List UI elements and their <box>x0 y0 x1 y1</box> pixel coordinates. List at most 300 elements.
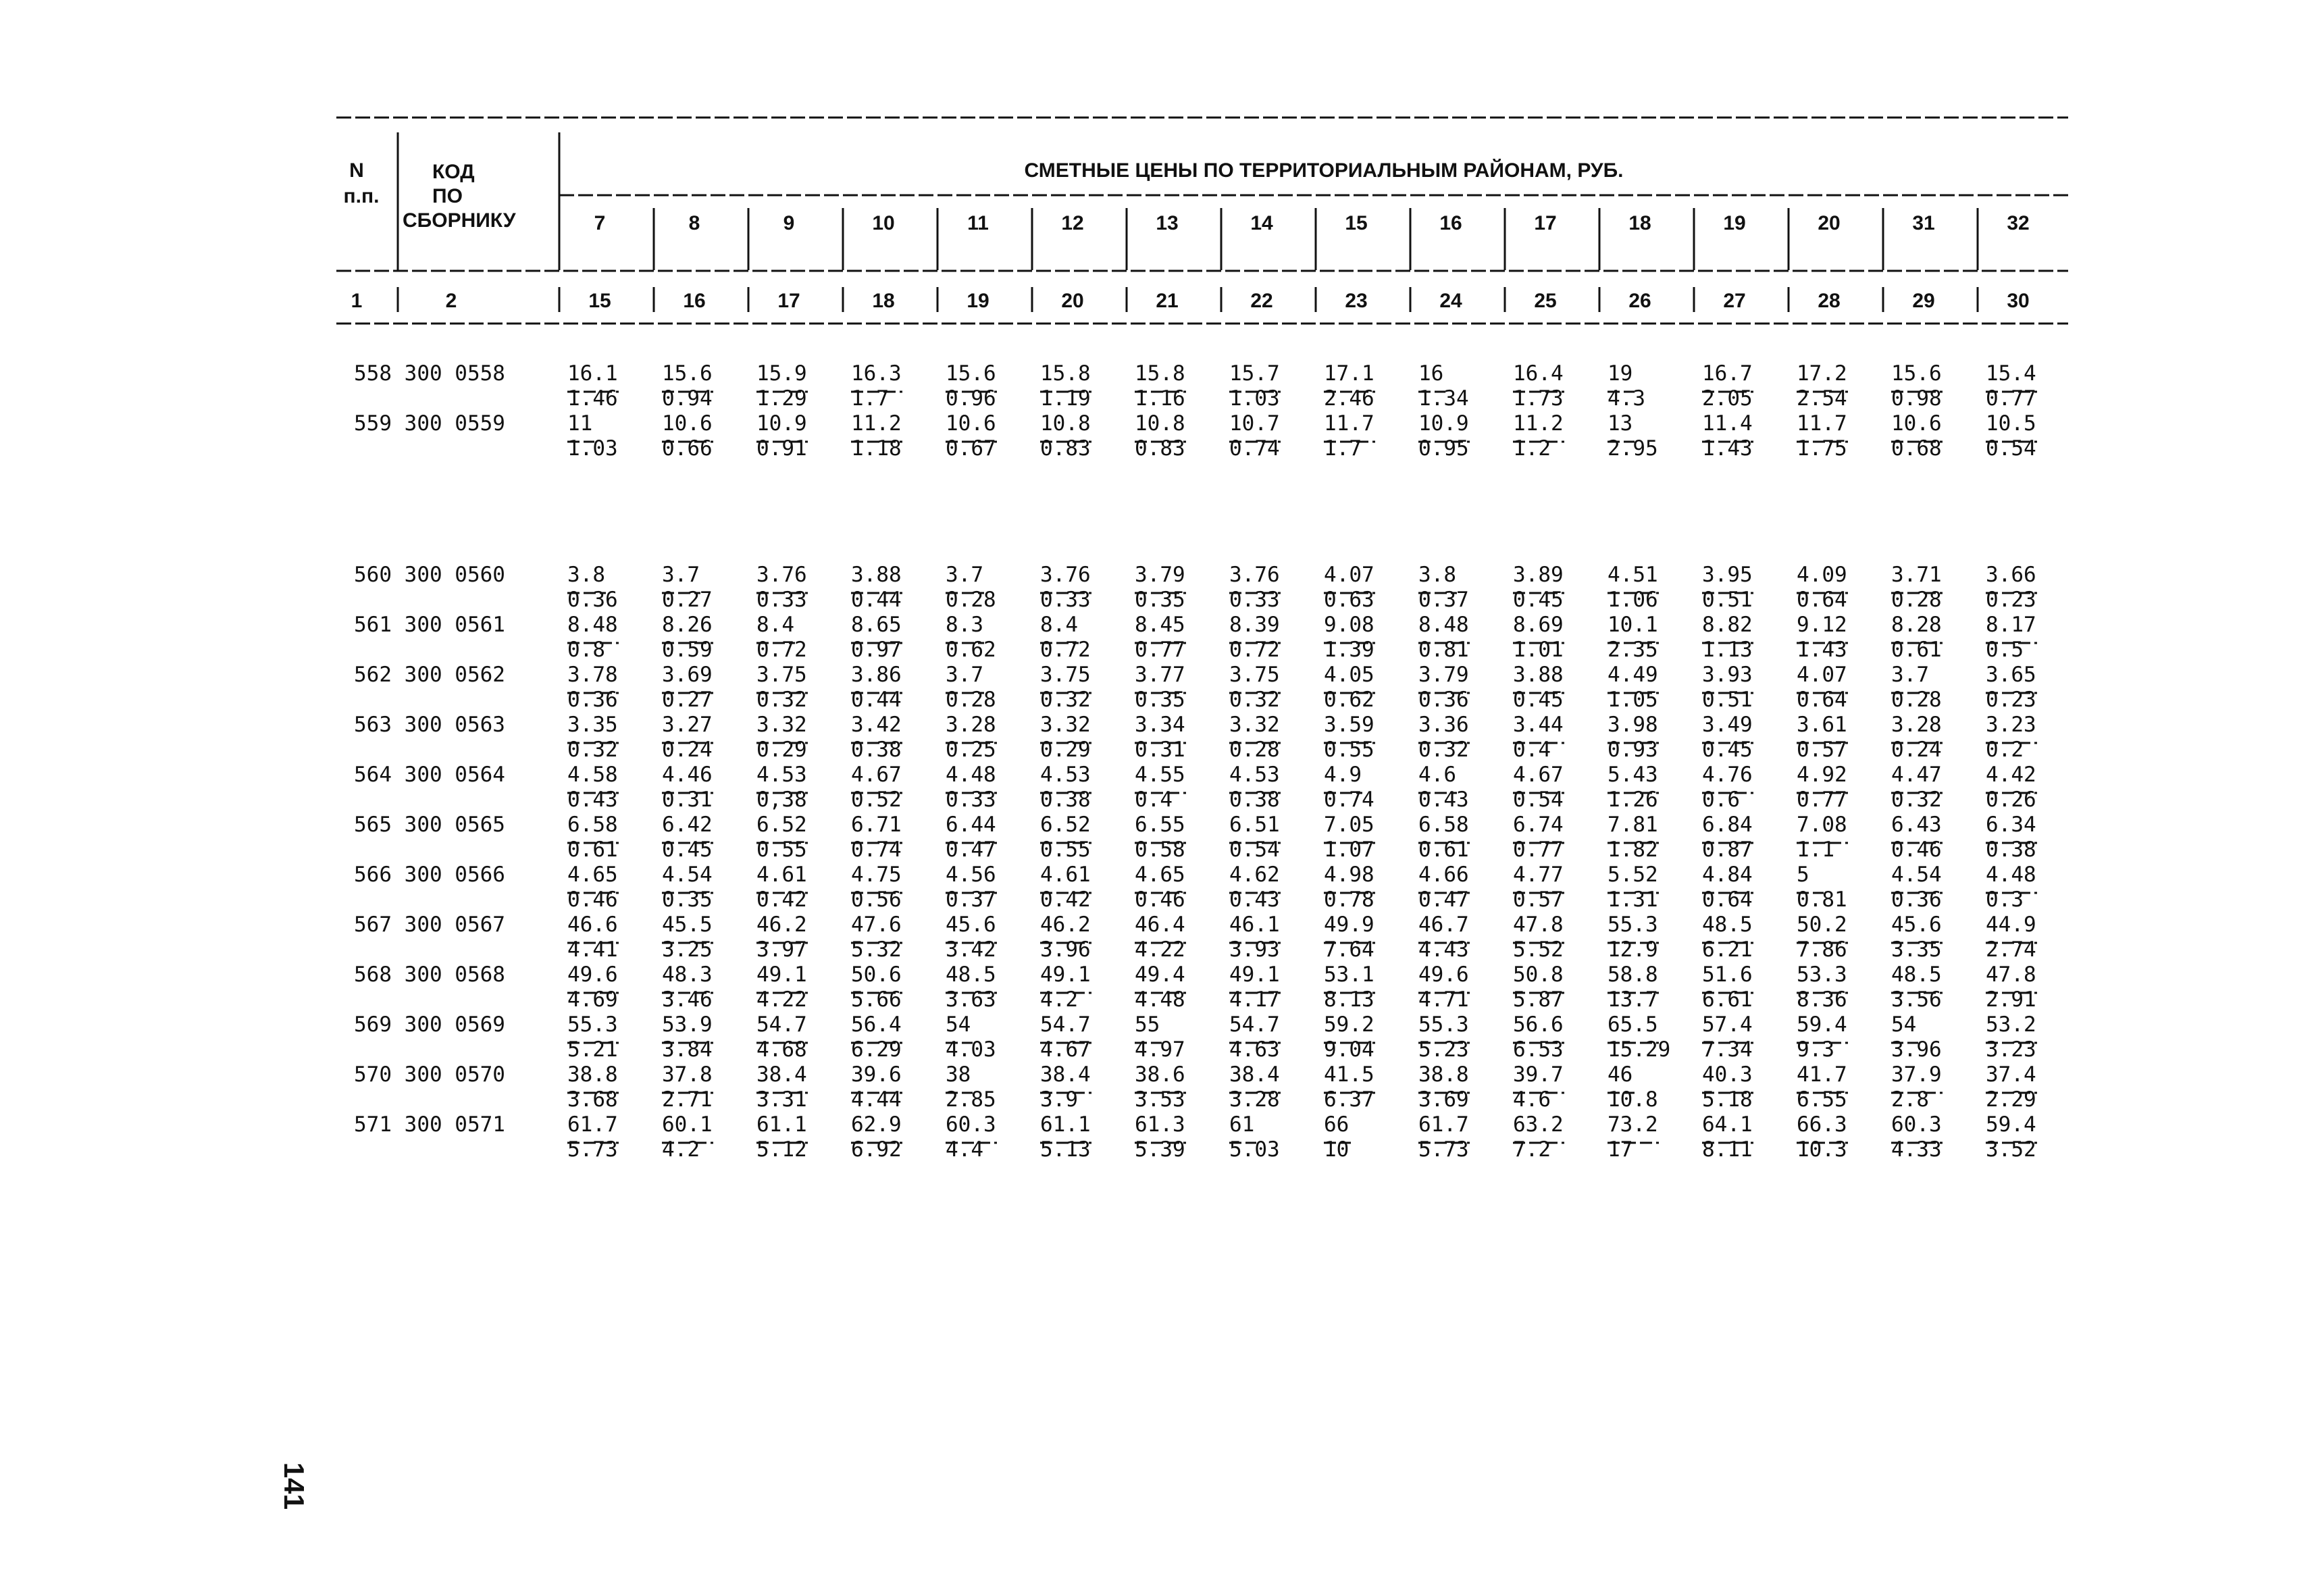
cell-value: 54 <box>946 1012 971 1037</box>
cell-value: 0.68 <box>1891 436 1942 461</box>
cell-value: 61.1 <box>1040 1112 1091 1137</box>
cell-value: 3.76 <box>1040 563 1091 587</box>
cell-value: 41.7 <box>1797 1062 1847 1087</box>
cell-value: 1.7 <box>851 386 889 411</box>
cell-value: 0.28 <box>1229 738 1280 762</box>
cell-value: 38.6 <box>1135 1062 1185 1087</box>
cell-value: 0.66 <box>662 436 713 461</box>
cell-value: 50.2 <box>1797 912 1847 937</box>
cell-value: 0.42 <box>1040 887 1091 912</box>
cell-value: 0.55 <box>1324 738 1374 762</box>
cell-value: 55.3 <box>567 1012 618 1037</box>
cell-value: 3.61 <box>1797 713 1847 737</box>
cell-value: 3.28 <box>946 713 996 737</box>
cell-value: 56.4 <box>851 1012 902 1037</box>
cell-value: 6.43 <box>1891 813 1942 837</box>
cell-value: 0.54 <box>1229 838 1280 862</box>
cell-value: 47.6 <box>851 912 902 937</box>
region-header-cells <box>588 212 2029 312</box>
cell-value: 53.2 <box>1986 1012 2036 1037</box>
cell-value: 2.71 <box>662 1087 713 1112</box>
cell-value: 3.96 <box>1040 937 1091 962</box>
cell-value: 6.58 <box>567 813 618 837</box>
cell-value: 0.72 <box>1040 638 1091 662</box>
cell-value: 5.39 <box>1135 1137 1185 1162</box>
cell-value: 6.44 <box>946 813 996 837</box>
cell-value: 2.91 <box>1986 987 2036 1012</box>
cell-value: 49.6 <box>567 962 618 987</box>
row-code: 561 300 0561 <box>354 613 505 637</box>
cell-value: 0.45 <box>662 838 713 862</box>
cell-value: 3.69 <box>662 663 713 687</box>
index-col-25: 25 <box>1534 290 1557 312</box>
cell-value: 4.2 <box>1040 987 1078 1012</box>
cell-value: 61 <box>1229 1112 1255 1137</box>
cell-value: 0.64 <box>1797 588 1847 612</box>
cell-value: 4.77 <box>1513 863 1564 887</box>
cell-value: 65.5 <box>1608 1012 1658 1037</box>
cell-value: 9.12 <box>1797 613 1847 637</box>
index-col-18: 18 <box>872 290 895 312</box>
cell-value: 3.35 <box>567 713 618 737</box>
cell-value: 4.98 <box>1324 863 1374 887</box>
cell-value: 0.77 <box>1135 638 1185 662</box>
cell-value: 8.48 <box>567 613 618 637</box>
cell-value: 0.61 <box>1418 838 1469 862</box>
cell-value: 8.65 <box>851 613 902 637</box>
cell-value: 1.13 <box>1702 638 1753 662</box>
cell-value: 0.33 <box>946 788 996 812</box>
cell-value: 15.6 <box>662 361 713 386</box>
cell-value: 3.31 <box>756 1087 807 1112</box>
cell-value: 0.91 <box>756 436 807 461</box>
index-col-26: 26 <box>1628 290 1651 312</box>
cell-value: 4.6 <box>1418 763 1456 787</box>
cell-value: 0.28 <box>946 588 996 612</box>
cell-value: 4.65 <box>567 863 618 887</box>
cell-value: 0.6 <box>1702 788 1740 812</box>
cell-value: 3.42 <box>851 713 902 737</box>
cell-value: 37.8 <box>662 1062 713 1087</box>
cell-value: 60.3 <box>946 1112 996 1137</box>
cell-value: 0.56 <box>851 887 902 912</box>
cell-value: 4.76 <box>1702 763 1753 787</box>
cell-value: 1.46 <box>567 386 618 411</box>
index-col-20: 20 <box>1061 290 1084 312</box>
cell-value: 38.8 <box>567 1062 618 1087</box>
cell-value: 6.58 <box>1418 813 1469 837</box>
cell-value: 8.13 <box>1324 987 1374 1012</box>
cell-value: 0.27 <box>662 688 713 712</box>
cell-value: 46.6 <box>567 912 618 937</box>
cell-value: 0.47 <box>1418 887 1469 912</box>
cell-value: 3.7 <box>662 563 700 587</box>
cell-value: 0.43 <box>1229 887 1280 912</box>
cell-value: 5.73 <box>1418 1137 1469 1162</box>
cell-value: 0.74 <box>851 838 902 862</box>
region-11: 11 <box>967 212 989 234</box>
cell-value: 2.95 <box>1608 436 1658 461</box>
cell-value: 62.9 <box>851 1112 902 1137</box>
cell-value: 3.32 <box>1040 713 1091 737</box>
cell-value: 6.29 <box>851 1037 902 1062</box>
cell-value: 16.7 <box>1702 361 1753 386</box>
cell-value: 2.46 <box>1324 386 1374 411</box>
cell-value: 1.43 <box>1797 638 1847 662</box>
cell-value: 0.55 <box>756 838 807 862</box>
cell-value: 9.3 <box>1797 1037 1834 1062</box>
cell-value: 4.03 <box>946 1037 996 1062</box>
cell-value: 16.4 <box>1513 361 1564 386</box>
cell-value: 0.61 <box>1891 638 1942 662</box>
cell-value: 3.23 <box>1986 713 2036 737</box>
cell-value: 5.43 <box>1608 763 1658 787</box>
region-17: 17 <box>1534 212 1557 234</box>
cell-value: 4.67 <box>1040 1037 1091 1062</box>
cell-value: 5.73 <box>567 1137 618 1162</box>
cell-value: 0.46 <box>1891 838 1942 862</box>
cell-value: 3.88 <box>1513 663 1564 687</box>
cell-value: 8.3 <box>946 613 983 637</box>
col-code-line3: СБОРНИКУ <box>403 209 516 232</box>
cell-value: 0.33 <box>1229 588 1280 612</box>
cell-value: 61.7 <box>567 1112 618 1137</box>
cell-value: 1.03 <box>567 436 618 461</box>
cell-value: 4.22 <box>756 987 807 1012</box>
cell-value: 0.77 <box>1513 838 1564 862</box>
cell-value: 0.25 <box>946 738 996 762</box>
cell-value: 4.22 <box>1135 937 1185 962</box>
cell-value: 7.05 <box>1324 813 1374 837</box>
cell-value: 53.1 <box>1324 962 1374 987</box>
cell-value: 0.4 <box>1135 788 1173 812</box>
cell-value: 4.54 <box>1891 863 1942 887</box>
cell-value: 59.2 <box>1324 1012 1374 1037</box>
cell-value: 1.26 <box>1608 788 1658 812</box>
cell-value: 4.9 <box>1324 763 1362 787</box>
cell-value: 0.45 <box>1513 688 1564 712</box>
cell-value: 49.1 <box>1040 962 1091 987</box>
cell-value: 3.84 <box>662 1037 713 1062</box>
cell-value: 0.57 <box>1513 887 1564 912</box>
cell-value: 0.81 <box>1418 638 1469 662</box>
cell-value: 6.55 <box>1797 1087 1847 1112</box>
cell-value: 4.33 <box>1891 1137 1942 1162</box>
cell-value: 8.36 <box>1797 987 1847 1012</box>
cell-value: 7.86 <box>1797 937 1847 962</box>
cell-value: 4.75 <box>851 863 902 887</box>
region-12: 12 <box>1061 212 1084 234</box>
cell-value: 3.76 <box>1229 563 1280 587</box>
cell-value: 13.7 <box>1608 987 1658 1012</box>
cell-value: 3.7 <box>946 563 983 587</box>
cell-value: 0.98 <box>1891 386 1942 411</box>
cell-value: 3.76 <box>756 563 807 587</box>
cell-value: 4.46 <box>662 763 713 787</box>
cell-value: 0.47 <box>946 838 996 862</box>
cell-value: 3.53 <box>1135 1087 1185 1112</box>
cell-value: 37.9 <box>1891 1062 1942 1087</box>
row-code: 563 300 0563 <box>354 713 505 737</box>
cell-value: 10.5 <box>1986 411 2036 436</box>
cell-value: 44.9 <box>1986 912 2036 937</box>
cell-value: 45.5 <box>662 912 713 937</box>
cell-value: 6.92 <box>851 1137 902 1162</box>
cell-value: 0.3 <box>1986 887 2024 912</box>
region-20: 20 <box>1818 212 1841 234</box>
cell-value: 3.93 <box>1702 663 1753 687</box>
cell-value: 0.46 <box>567 887 618 912</box>
cell-value: 0.37 <box>1418 588 1469 612</box>
cell-value: 3.68 <box>567 1087 618 1112</box>
cell-value: 48.3 <box>662 962 713 987</box>
cell-value: 4.53 <box>1229 763 1280 787</box>
cell-value: 61.7 <box>1418 1112 1469 1137</box>
cell-value: 16.1 <box>567 361 618 386</box>
region-10: 10 <box>872 212 895 234</box>
cell-value: 1.07 <box>1324 838 1374 862</box>
cell-value: 10.7 <box>1229 411 1280 436</box>
cell-value: 12.9 <box>1608 937 1658 962</box>
cell-value: 4.84 <box>1702 863 1753 887</box>
row-code: 570 300 0570 <box>354 1062 505 1087</box>
cell-value: 1.1 <box>1797 838 1834 862</box>
cell-value: 1.31 <box>1608 887 1658 912</box>
cell-value: 7.08 <box>1797 813 1847 837</box>
cell-value: 0.32 <box>1040 688 1091 712</box>
cell-value: 0.42 <box>756 887 807 912</box>
cell-value: 0.5 <box>1986 638 2024 662</box>
cell-value: 10.1 <box>1608 613 1658 637</box>
cell-value: 56.6 <box>1513 1012 1564 1037</box>
cell-value: 17 <box>1608 1137 1633 1162</box>
cell-value: 6.51 <box>1229 813 1280 837</box>
cell-value: 4.2 <box>662 1137 700 1162</box>
cell-value: 0.77 <box>1797 788 1847 812</box>
cell-value: 59.4 <box>1986 1112 2036 1137</box>
cell-value: 9.04 <box>1324 1037 1374 1062</box>
cell-value: 0.26 <box>1986 788 2036 812</box>
cell-value: 0.29 <box>756 738 807 762</box>
index-col-24: 24 <box>1439 290 1462 312</box>
cell-value: 38 <box>946 1062 971 1087</box>
cell-value: 0.93 <box>1608 738 1658 762</box>
cell-value: 46.4 <box>1135 912 1185 937</box>
cell-value: 0.78 <box>1324 887 1374 912</box>
cell-value: 0.54 <box>1986 436 2036 461</box>
row-code: 562 300 0562 <box>354 663 505 687</box>
cell-value: 49.9 <box>1324 912 1374 937</box>
cell-value: 0.24 <box>662 738 713 762</box>
row-code: 558 300 0558 <box>354 361 505 386</box>
cell-value: 10.3 <box>1797 1137 1847 1162</box>
cell-value: 4.62 <box>1229 863 1280 887</box>
cell-value: 4.54 <box>662 863 713 887</box>
cell-value: 48.5 <box>946 962 996 987</box>
cell-value: 1.19 <box>1040 386 1091 411</box>
cell-value: 3.75 <box>1040 663 1091 687</box>
cell-value: 0.45 <box>1513 588 1564 612</box>
cell-value: 46.2 <box>756 912 807 937</box>
cell-value: 49.6 <box>1418 962 1469 987</box>
cell-value: 0.74 <box>1229 436 1280 461</box>
cell-value: 55.3 <box>1418 1012 1469 1037</box>
cell-value: 2.85 <box>946 1087 996 1112</box>
cell-value: 49.4 <box>1135 962 1185 987</box>
cell-value: 47.8 <box>1513 912 1564 937</box>
cell-value: 0.44 <box>851 688 902 712</box>
row-code: 566 300 0566 <box>354 863 505 887</box>
cell-value: 0.64 <box>1702 887 1753 912</box>
row-code: 567 300 0567 <box>354 912 505 937</box>
cell-value: 6.53 <box>1513 1037 1564 1062</box>
cell-value: 0.62 <box>946 638 996 662</box>
cell-value: 1.34 <box>1418 386 1469 411</box>
cell-value: 46.7 <box>1418 912 1469 937</box>
cell-value: 6.42 <box>662 813 713 837</box>
cell-value: 3.88 <box>851 563 902 587</box>
cell-value: 1.18 <box>851 436 902 461</box>
cell-value: 15.8 <box>1135 361 1185 386</box>
cell-value: 4.56 <box>946 863 996 887</box>
cell-value: 7.81 <box>1608 813 1658 837</box>
cell-value: 63.2 <box>1513 1112 1564 1137</box>
cell-value: 3.9 <box>1040 1087 1078 1112</box>
cell-value: 60.1 <box>662 1112 713 1137</box>
cell-value: 5.23 <box>1418 1037 1469 1062</box>
cell-value: 0.83 <box>1040 436 1091 461</box>
cell-value: 39.7 <box>1513 1062 1564 1087</box>
cell-value: 0.64 <box>1797 688 1847 712</box>
row-code: 560 300 0560 <box>354 563 505 587</box>
cell-value: 8.39 <box>1229 613 1280 637</box>
cell-value: 0.29 <box>1040 738 1091 762</box>
cell-value: 2.54 <box>1797 386 1847 411</box>
cell-value: 4.4 <box>946 1137 983 1162</box>
cell-value: 0.62 <box>1324 688 1374 712</box>
cell-value: 3.8 <box>567 563 605 587</box>
cell-value: 15.7 <box>1229 361 1280 386</box>
cell-value: 15.29 <box>1608 1037 1671 1062</box>
cell-value: 4.3 <box>1608 386 1645 411</box>
cell-value: 3.89 <box>1513 563 1564 587</box>
cell-value: 0.87 <box>1702 838 1753 862</box>
cell-value: 0.59 <box>662 638 713 662</box>
cell-value: 0.23 <box>1986 588 2036 612</box>
cell-value: 4.67 <box>851 763 902 787</box>
cell-value: 41.5 <box>1324 1062 1374 1087</box>
cell-value: 4.48 <box>1986 863 2036 887</box>
cell-value: 0.31 <box>1135 738 1185 762</box>
cell-value: 0.2 <box>1986 738 2024 762</box>
cell-value: 3.27 <box>662 713 713 737</box>
cell-value: 0,38 <box>756 788 807 812</box>
cell-value: 0.45 <box>1702 738 1753 762</box>
cell-value: 5.03 <box>1229 1137 1280 1162</box>
cell-value: 3.78 <box>567 663 618 687</box>
cell-value: 10.8 <box>1608 1087 1658 1112</box>
cell-value: 17.2 <box>1797 361 1847 386</box>
cell-value: 0.32 <box>567 738 618 762</box>
cell-value: 4.05 <box>1324 663 1374 687</box>
cell-value: 11 <box>567 411 593 436</box>
cell-value: 46.1 <box>1229 912 1280 937</box>
cell-value: 49.1 <box>756 962 807 987</box>
index-col-27: 27 <box>1723 290 1746 312</box>
region-14: 14 <box>1250 212 1273 234</box>
cell-value: 5.87 <box>1513 987 1564 1012</box>
cell-value: 38.8 <box>1418 1062 1469 1087</box>
cell-value: 4.66 <box>1418 863 1469 887</box>
cell-value: 6.74 <box>1513 813 1564 837</box>
index-col-23: 23 <box>1345 290 1368 312</box>
cell-value: 58.8 <box>1608 962 1658 987</box>
cell-value: 0.95 <box>1418 436 1469 461</box>
cell-value: 0.96 <box>946 386 996 411</box>
cell-value: 0.36 <box>567 688 618 712</box>
cell-value: 0.44 <box>851 588 902 612</box>
index-col-29: 29 <box>1912 290 1935 312</box>
index-col-19: 19 <box>967 290 989 312</box>
cell-value: 10.6 <box>662 411 713 436</box>
cell-value: 3.56 <box>1891 987 1942 1012</box>
region-9: 9 <box>783 212 795 234</box>
cell-value: 3.75 <box>1229 663 1280 687</box>
region-19: 19 <box>1723 212 1746 234</box>
cell-value: 3.98 <box>1608 713 1658 737</box>
cell-value: 3.97 <box>756 937 807 962</box>
cell-value: 8.48 <box>1418 613 1469 637</box>
cell-value: 59.4 <box>1797 1012 1847 1037</box>
cell-value: 38.4 <box>756 1062 807 1087</box>
cell-value: 50.8 <box>1513 962 1564 987</box>
cell-value: 46 <box>1608 1062 1633 1087</box>
table-title: СМЕТНЫЕ ЦЕНЫ ПО ТЕРРИТОРИАЛЬНЫМ РАЙОНАМ, РУБ. <box>1024 159 1624 182</box>
cell-value: 3.28 <box>1891 713 1942 737</box>
cell-value: 0.97 <box>851 638 902 662</box>
cell-value: 0.94 <box>662 386 713 411</box>
index-col-28: 28 <box>1818 290 1841 312</box>
cell-value: 6.52 <box>756 813 807 837</box>
cell-value: 16 <box>1418 361 1444 386</box>
cell-value: 0.43 <box>567 788 618 812</box>
cell-value: 5.21 <box>567 1037 618 1062</box>
row-code: 568 300 0568 <box>354 962 505 987</box>
cell-value: 0.58 <box>1135 838 1185 862</box>
cell-value: 4.53 <box>1040 763 1091 787</box>
cell-value: 40.3 <box>1702 1062 1753 1087</box>
col-n-line1: N <box>349 159 364 182</box>
cell-value: 4.43 <box>1418 937 1469 962</box>
cell-value: 1.29 <box>756 386 807 411</box>
cell-value: 0.46 <box>1135 887 1185 912</box>
cell-value: 3.79 <box>1135 563 1185 587</box>
cell-value: 5 <box>1797 863 1809 887</box>
cell-value: 5.32 <box>851 937 902 962</box>
col-code-line2: ПО <box>432 185 463 207</box>
cell-value: 1.05 <box>1608 688 1658 712</box>
cell-value: 1.43 <box>1702 436 1753 461</box>
cell-value: 4.68 <box>756 1037 807 1062</box>
cell-value: 0.33 <box>756 588 807 612</box>
cell-value: 55.3 <box>1608 912 1658 937</box>
region-8: 8 <box>688 212 700 234</box>
cell-value: 4.41 <box>567 937 618 962</box>
cell-value: 15.8 <box>1040 361 1091 386</box>
cell-value: 3.86 <box>851 663 902 687</box>
cell-value: 3.23 <box>1986 1037 2036 1062</box>
col-code-line1: КОД <box>432 161 475 183</box>
